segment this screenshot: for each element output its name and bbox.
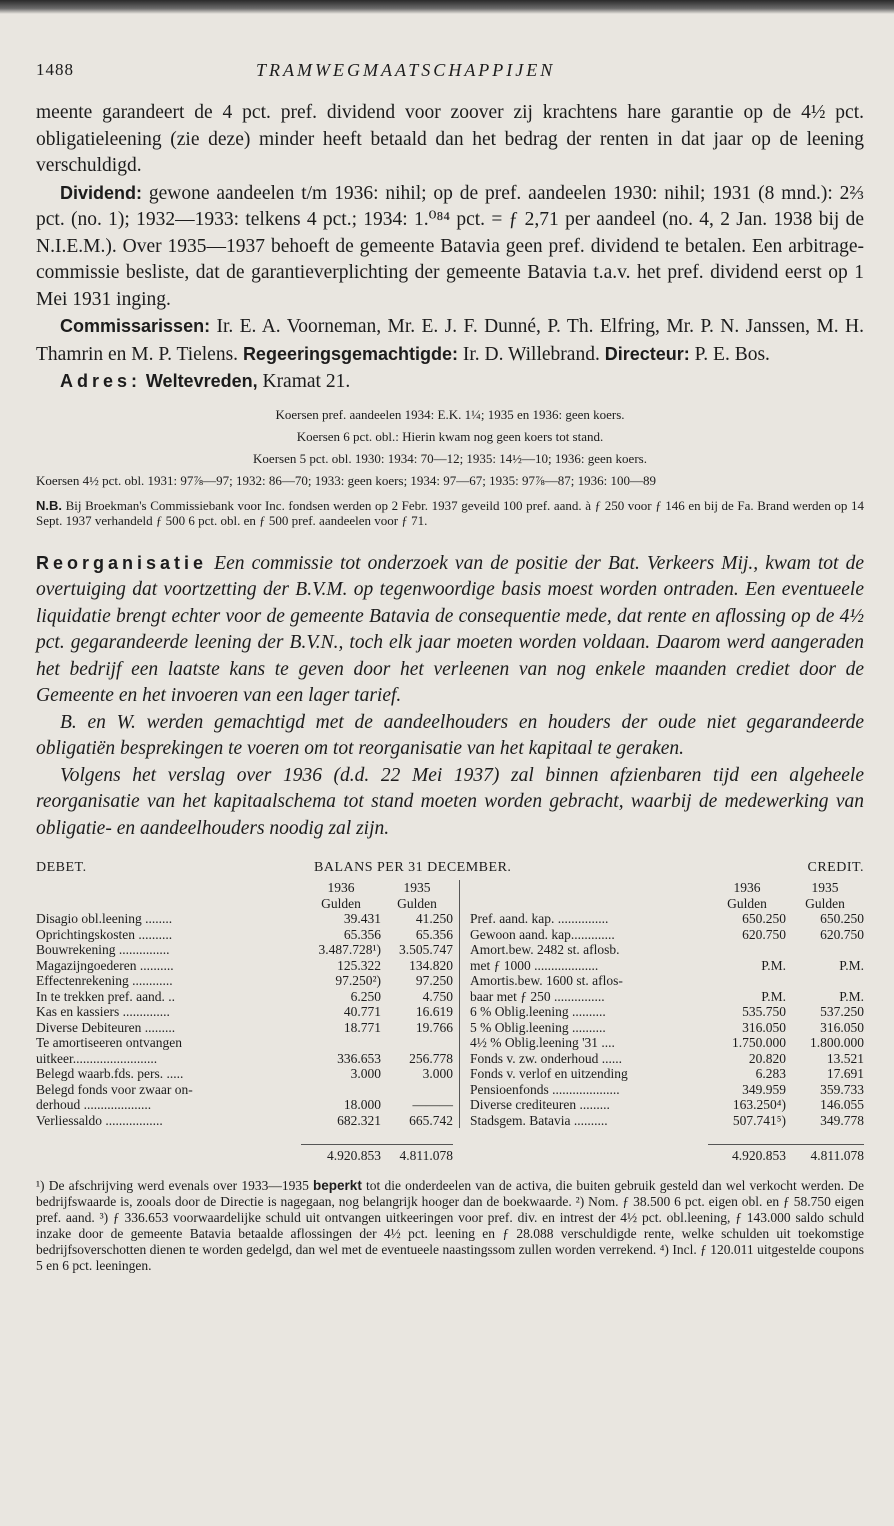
credit-value-1935: 650.250 bbox=[820, 911, 864, 926]
debet-row bbox=[36, 1066, 453, 1082]
running-head bbox=[36, 60, 864, 90]
debet-total-1936: 4.920.853 bbox=[301, 1144, 381, 1164]
credit-row bbox=[470, 973, 864, 989]
year-row bbox=[36, 880, 453, 896]
directeur-text: P. E. Bos. bbox=[689, 343, 770, 365]
quote-5pct: Koersen 5 pct. obl. 1930: 1934: 70—12; 1935: 14½—10; 1936: geen koers. bbox=[253, 450, 647, 466]
debet-value-1936: 682.321 bbox=[337, 1112, 381, 1128]
debet-value-1936 bbox=[301, 1035, 381, 1051]
debet-value-1935: 41.250 bbox=[415, 911, 453, 926]
debet-value-1935: 19.766 bbox=[415, 1019, 453, 1035]
regeering-text: Ir. D. Willebrand. bbox=[458, 343, 605, 365]
credit-value-1935: 349.778 bbox=[820, 1112, 864, 1128]
unit-label: Gulden bbox=[397, 895, 437, 911]
debet-total-1935: 4.811.078 bbox=[381, 1144, 453, 1164]
credit-value-1936: P.M. bbox=[761, 988, 786, 1004]
credit-value-1935: 620.750 bbox=[820, 926, 864, 942]
credit-row bbox=[470, 942, 864, 958]
credit-item-label: 6 % Oblig.leening .......... bbox=[470, 1004, 606, 1019]
debet-value-1936: 3.000 bbox=[350, 1066, 381, 1081]
page-number: 1488 bbox=[36, 60, 74, 79]
credit-value-1936: P.M. bbox=[761, 957, 786, 973]
reorg-text-1: Een commissie tot onderzoek van de positie der Bat. Verkeers Mij., kwam tot de overtuiging dat voortzetting der B.V.M. op tegenwoordige basis moest worden ontraden. Een eventueele liquidatie brengt echter voor de gemeente Batavia de consequentie mede, dat rente en aflossing op de 4½ pct. gegarandeerde leening der B.V.N., toch elk jaar moeten worden voldaan. Daarom werd aangeraden het bedrijf een laatste kans te geven door het verleenen van nog enkele maanden crediet door de Gemeente en het invoeren van een lager tarief. bbox=[36, 552, 864, 706]
credit-row bbox=[470, 1051, 864, 1067]
debet-item-label: Disagio obl.leening ........ bbox=[36, 911, 173, 926]
quote-45pct: Koersen 4½ pct. obl. 1931: 97⅞—97; 1932: 86—70; 1933: geen koers; 1934: 97—67; 1935: 97⅞—87; 1936: 100—89 bbox=[36, 472, 656, 488]
company-info bbox=[36, 100, 864, 396]
debet-item-label: Verliessaldo ................. bbox=[36, 1112, 163, 1128]
debet-row bbox=[36, 1097, 453, 1113]
credit-row bbox=[470, 989, 864, 1005]
debet-value-1936: 3.487.728¹) bbox=[318, 942, 381, 957]
debet-item-label: Diverse Debiteuren ......... bbox=[36, 1019, 176, 1035]
debet-item-label: Belegd fonds voor zwaar on- bbox=[36, 1081, 193, 1097]
credit-value-1936: 316.050 bbox=[742, 1019, 786, 1035]
debet-value-1935: 3.000 bbox=[422, 1066, 453, 1081]
debet-value-1936: 6.250 bbox=[350, 988, 381, 1004]
footnote-text-a: ¹) De afschrijving werd evenals over 1933—1935 bbox=[36, 1177, 314, 1193]
debet-value-1935: 665.742 bbox=[409, 1112, 453, 1128]
commissarissen-text: Ir. E. A. Voorneman, Mr. E. J. F. Dunné, P. Th. Elfring, Mr. P. N. Janssen, M. H. Thamrin en M. P. Tielens. bbox=[36, 316, 864, 365]
credit-value-1936 bbox=[708, 973, 786, 989]
debet-value-1935: 65.356 bbox=[415, 926, 453, 942]
debet-value-1936: 125.322 bbox=[337, 957, 381, 973]
reorg-paragraph-1 bbox=[36, 550, 864, 710]
debet-row bbox=[36, 1020, 453, 1036]
reorg-paragraph-2: B. en W. werden gemachtigd met de aandeelhouders en houders der oude niet gegarandeerde obligatiën besprekingen te voeren om tot reorganisatie van het kapitaal te geraken. bbox=[36, 711, 864, 759]
debet-item-label: In te trekken pref. aand. .. bbox=[36, 988, 176, 1004]
nb-label: N.B. bbox=[36, 497, 62, 513]
credit-item-label: Amort.bew. 2482 st. aflosb. bbox=[470, 942, 620, 957]
credit-value-1936: 620.750 bbox=[742, 926, 786, 942]
reorg-label: Reorganisatie bbox=[36, 552, 208, 573]
credit-item-label: Amortis.bew. 1600 st. aflos- bbox=[470, 973, 623, 988]
credit-value-1935: P.M. bbox=[839, 957, 864, 973]
quote-pref: Koersen pref. aandeelen 1934: E.K. 1¼; 1935 en 1936: geen koers. bbox=[275, 406, 625, 422]
year-1936: 1936 bbox=[733, 880, 761, 895]
credit-value-1935 bbox=[786, 942, 864, 958]
debet-value-1936: 65.356 bbox=[343, 926, 381, 942]
credit-value-1936 bbox=[708, 896, 786, 912]
debet-item-label: derhoud .................... bbox=[36, 1097, 152, 1112]
credit-row bbox=[470, 896, 864, 912]
debet-item-label: uitkeer......................... bbox=[36, 1050, 158, 1066]
dividend-label: Dividend: bbox=[60, 182, 143, 203]
credit-value-1935: 537.250 bbox=[820, 1004, 864, 1019]
credit-item-label: Fonds v. verlof en uitzending bbox=[470, 1066, 628, 1081]
unit-label: Gulden bbox=[727, 895, 767, 911]
credit-value-1936: 6.283 bbox=[755, 1066, 786, 1081]
credit-item-label: met ƒ 1000 ................... bbox=[470, 957, 599, 973]
credit-value-1936 bbox=[708, 942, 786, 958]
debet-value-1936: 18.771 bbox=[343, 1019, 381, 1035]
credit-label: CREDIT. bbox=[807, 860, 864, 875]
credit-value-1936: 20.820 bbox=[748, 1050, 786, 1066]
debet-row bbox=[36, 927, 453, 943]
footnotes bbox=[36, 1178, 864, 1274]
credit-value-1935: 1.800.000 bbox=[810, 1035, 864, 1050]
debet-row bbox=[36, 1113, 453, 1129]
credit-value-1935: 13.521 bbox=[826, 1050, 864, 1066]
debet-value-1935 bbox=[381, 1035, 453, 1051]
debet-value-1936: 40.771 bbox=[343, 1004, 381, 1019]
credit-total-1935: 4.811.078 bbox=[786, 1144, 864, 1164]
credit-row bbox=[470, 1035, 864, 1051]
credit-row bbox=[470, 1113, 864, 1129]
credit-row bbox=[470, 911, 864, 927]
guarantee-paragraph: meente garandeert de 4 pct. pref. dividend voor zoover zij krachtens hare garantie op de 4½ pct. obligatieleening (zie deze) minder heeft betaald dan het bedrag der renten in dat jaar op de leening verschuldigd. bbox=[36, 102, 864, 176]
debet-value-1936: 97.250²) bbox=[335, 973, 381, 988]
unit-label: Gulden bbox=[321, 895, 361, 911]
balance-header bbox=[36, 860, 864, 880]
debet-label: DEBET. bbox=[36, 860, 87, 875]
regeering-label: Regeeringsgemachtigde: bbox=[242, 343, 458, 364]
directeur-label: Directeur: bbox=[604, 343, 690, 364]
unit-row bbox=[36, 896, 453, 912]
dividend-paragraph bbox=[36, 180, 864, 314]
debet-value-1935: ——— bbox=[412, 1097, 453, 1112]
credit-value-1935: 359.733 bbox=[820, 1081, 864, 1097]
credit-value-1936: 507.741⁵) bbox=[732, 1112, 786, 1128]
year-row bbox=[470, 880, 864, 896]
credit-item-label: 5 % Oblig.leening .......... bbox=[470, 1019, 606, 1035]
nb-text: Bij Broekman's Commissiebank voor Inc. fondsen werden op 2 Febr. 1937 geveild 100 pref. aand. à ƒ 250 voor ƒ 146 en bij de Fa. Brand werden op 14 Sept. 1937 verhandeld ƒ 500 6 pct. obl. en ƒ 500 pref. aandeelen voor ƒ 71. bbox=[36, 497, 864, 528]
debet-item-label: Te amortiseeren ontvangen bbox=[36, 1035, 182, 1050]
debet-value-1935 bbox=[381, 1082, 453, 1098]
scan-top-edge bbox=[0, 0, 894, 14]
credit-value-1936: 1.750.000 bbox=[732, 1035, 786, 1050]
debet-item-label: Kas en kassiers .............. bbox=[36, 1004, 170, 1019]
debet-value-1936 bbox=[301, 1082, 381, 1098]
credit-item-label: Fonds v. zw. onderhoud ...... bbox=[470, 1050, 622, 1066]
totals-row bbox=[36, 1144, 864, 1164]
address-paragraph bbox=[36, 368, 864, 396]
debet-value-1936: 39.431 bbox=[343, 911, 381, 926]
adres-label: Adres: bbox=[60, 371, 142, 391]
year-1935: 1935 bbox=[403, 880, 431, 895]
credit-total-1936: 4.920.853 bbox=[708, 1144, 786, 1164]
credit-value-1936: 349.959 bbox=[742, 1081, 786, 1097]
debet-row bbox=[36, 1082, 453, 1098]
credit-item-label: Pensioenfonds .................... bbox=[470, 1081, 620, 1097]
credit-item-label: Diverse crediteuren ......... bbox=[470, 1097, 610, 1112]
footnote-text-b: tot die onderdeelen van de activa, die buiten gebruik gesteld dan wel verkocht werden. De bedrijfswaarde is, zooals door de Directie is nagegaan, nog belangrijk hooger dan de boekwaarde. ²) Nom. ƒ 38.500 6 pct. eigen obl. en ƒ 58.750 eigen pref. aand. ³) ƒ 336.653 voorwaardelijke schuld uit ontvangen uitkeeringen voor pref. div. en intrest der 4½ pct. obl.leening, ƒ 143.000 saldo schuld inzake door de gemeente Batavia betaalde aflossingen der 4½ pct. leening en ƒ 28.088 verschuldigde rente, welke schulden uit toekomstige bedrijfsoverschotten dienen te worden gedelgd, dan wel met de eventueele naastingssom zullen worden verrekend. ⁴) Incl. ƒ 120.011 uitgestelde coupons 5 en 6 pct. leeningen. bbox=[36, 1177, 864, 1273]
management-paragraph bbox=[36, 313, 864, 368]
adres-value: Weltevreden, bbox=[145, 371, 258, 391]
debet-value-1935: 256.778 bbox=[409, 1050, 453, 1066]
credit-value-1935 bbox=[786, 973, 864, 989]
credit-value-1936: 163.250⁴) bbox=[732, 1097, 786, 1112]
debet-value-1935: 3.505.747 bbox=[399, 942, 453, 957]
credit-value-1936: 650.250 bbox=[742, 911, 786, 926]
footnote-bold: beperkt bbox=[313, 1177, 362, 1193]
credit-item-label bbox=[470, 896, 708, 912]
credit-item-label: Pref. aand. kap. ............... bbox=[470, 911, 609, 926]
debet-column bbox=[36, 880, 460, 1128]
unit-label: Gulden bbox=[805, 895, 845, 911]
credit-row bbox=[470, 1004, 864, 1020]
debet-item-label: Effectenrekening ............ bbox=[36, 973, 173, 988]
debet-row bbox=[36, 911, 453, 927]
balance-title: BALANS PER 31 DECEMBER. bbox=[314, 860, 512, 875]
credit-row bbox=[470, 1097, 864, 1113]
running-title: TRAMWEGMAATSCHAPPIJEN bbox=[256, 60, 556, 80]
debet-value-1935: 16.619 bbox=[415, 1004, 453, 1019]
credit-item-label: baar met ƒ 250 ............... bbox=[470, 988, 605, 1004]
credit-value-1935: P.M. bbox=[839, 988, 864, 1004]
nb-note bbox=[36, 498, 864, 528]
credit-value-1935: 17.691 bbox=[826, 1066, 864, 1081]
debet-value-1936: 18.000 bbox=[343, 1097, 381, 1112]
debet-row bbox=[36, 1051, 453, 1067]
credit-row bbox=[470, 927, 864, 943]
credit-value-1935 bbox=[786, 896, 864, 912]
debet-row bbox=[36, 1035, 453, 1051]
debet-value-1935: 97.250 bbox=[415, 973, 453, 988]
debet-item-label: Bouwrekening ............... bbox=[36, 942, 170, 957]
debet-item-label: Oprichtingskosten .......... bbox=[36, 926, 173, 942]
credit-item-label: Stadsgem. Batavia .......... bbox=[470, 1112, 608, 1128]
credit-value-1936: 535.750 bbox=[742, 1004, 786, 1019]
debet-row bbox=[36, 1004, 453, 1020]
reorg-paragraph-3: Volgens het verslag over 1936 (d.d. 22 Mei 1937) zal binnen afzienbaren tijd een algeheele reorganisatie van het kapitaalschema tot stand moeten worden gebracht, waarbij de medewerking van obligatie- en aandeelhouders noodig zal zijn. bbox=[36, 764, 864, 839]
credit-row bbox=[470, 1066, 864, 1082]
reorganisatie-section bbox=[36, 550, 864, 843]
quotes-section bbox=[36, 404, 864, 492]
document-page bbox=[36, 60, 864, 1274]
debet-value-1935: 134.820 bbox=[409, 957, 453, 973]
credit-row bbox=[470, 1020, 864, 1036]
quote-6pct: Koersen 6 pct. obl.: Hierin kwam nog geen koers tot stand. bbox=[296, 428, 604, 444]
debet-item-label: Belegd waarb.fds. pers. ..... bbox=[36, 1066, 184, 1081]
credit-item-label: Gewoon aand. kap............. bbox=[470, 926, 615, 942]
credit-value-1935: 316.050 bbox=[820, 1019, 864, 1035]
adres-text: Kramat 21. bbox=[257, 371, 351, 392]
debet-row bbox=[36, 958, 453, 974]
debet-row bbox=[36, 973, 453, 989]
dividend-text: gewone aandeelen t/m 1936: nihil; op de pref. aandeelen 1930: nihil; 1931 (8 mnd.): 2⅔ pct. (no. 1); 1932—1933: telkens 4 pct.; 1934: 1.⁰⁸⁴ pct. = ƒ 2,71 per aandeel (no. 4, 2 Jan. 1938 bij de N.I.E.M.). Over 1935—1937 behoeft de gemeente Batavia geen pref. dividend te betalen. Een arbitrage-commissie besliste, dat de garantieverplichting der gemeente Batavia t.a.v. het pref. dividend eerst op 1 Mei 1931 inging. bbox=[36, 182, 864, 310]
debet-value-1935: 4.750 bbox=[422, 988, 453, 1004]
credit-value-1935: 146.055 bbox=[820, 1097, 864, 1112]
year-1935: 1935 bbox=[811, 880, 839, 895]
debet-value-1936: 336.653 bbox=[337, 1050, 381, 1066]
balance-sheet bbox=[36, 860, 864, 1164]
credit-column bbox=[460, 880, 864, 1128]
debet-row bbox=[36, 989, 453, 1005]
debet-item-label: Magazijngoederen .......... bbox=[36, 957, 174, 973]
debet-row bbox=[36, 942, 453, 958]
credit-item-label: 4½ % Oblig.leening '31 .... bbox=[470, 1035, 615, 1050]
year-1936: 1936 bbox=[327, 880, 355, 895]
credit-row bbox=[470, 958, 864, 974]
commissarissen-label: Commissarissen: bbox=[60, 316, 211, 336]
credit-row bbox=[470, 1082, 864, 1098]
